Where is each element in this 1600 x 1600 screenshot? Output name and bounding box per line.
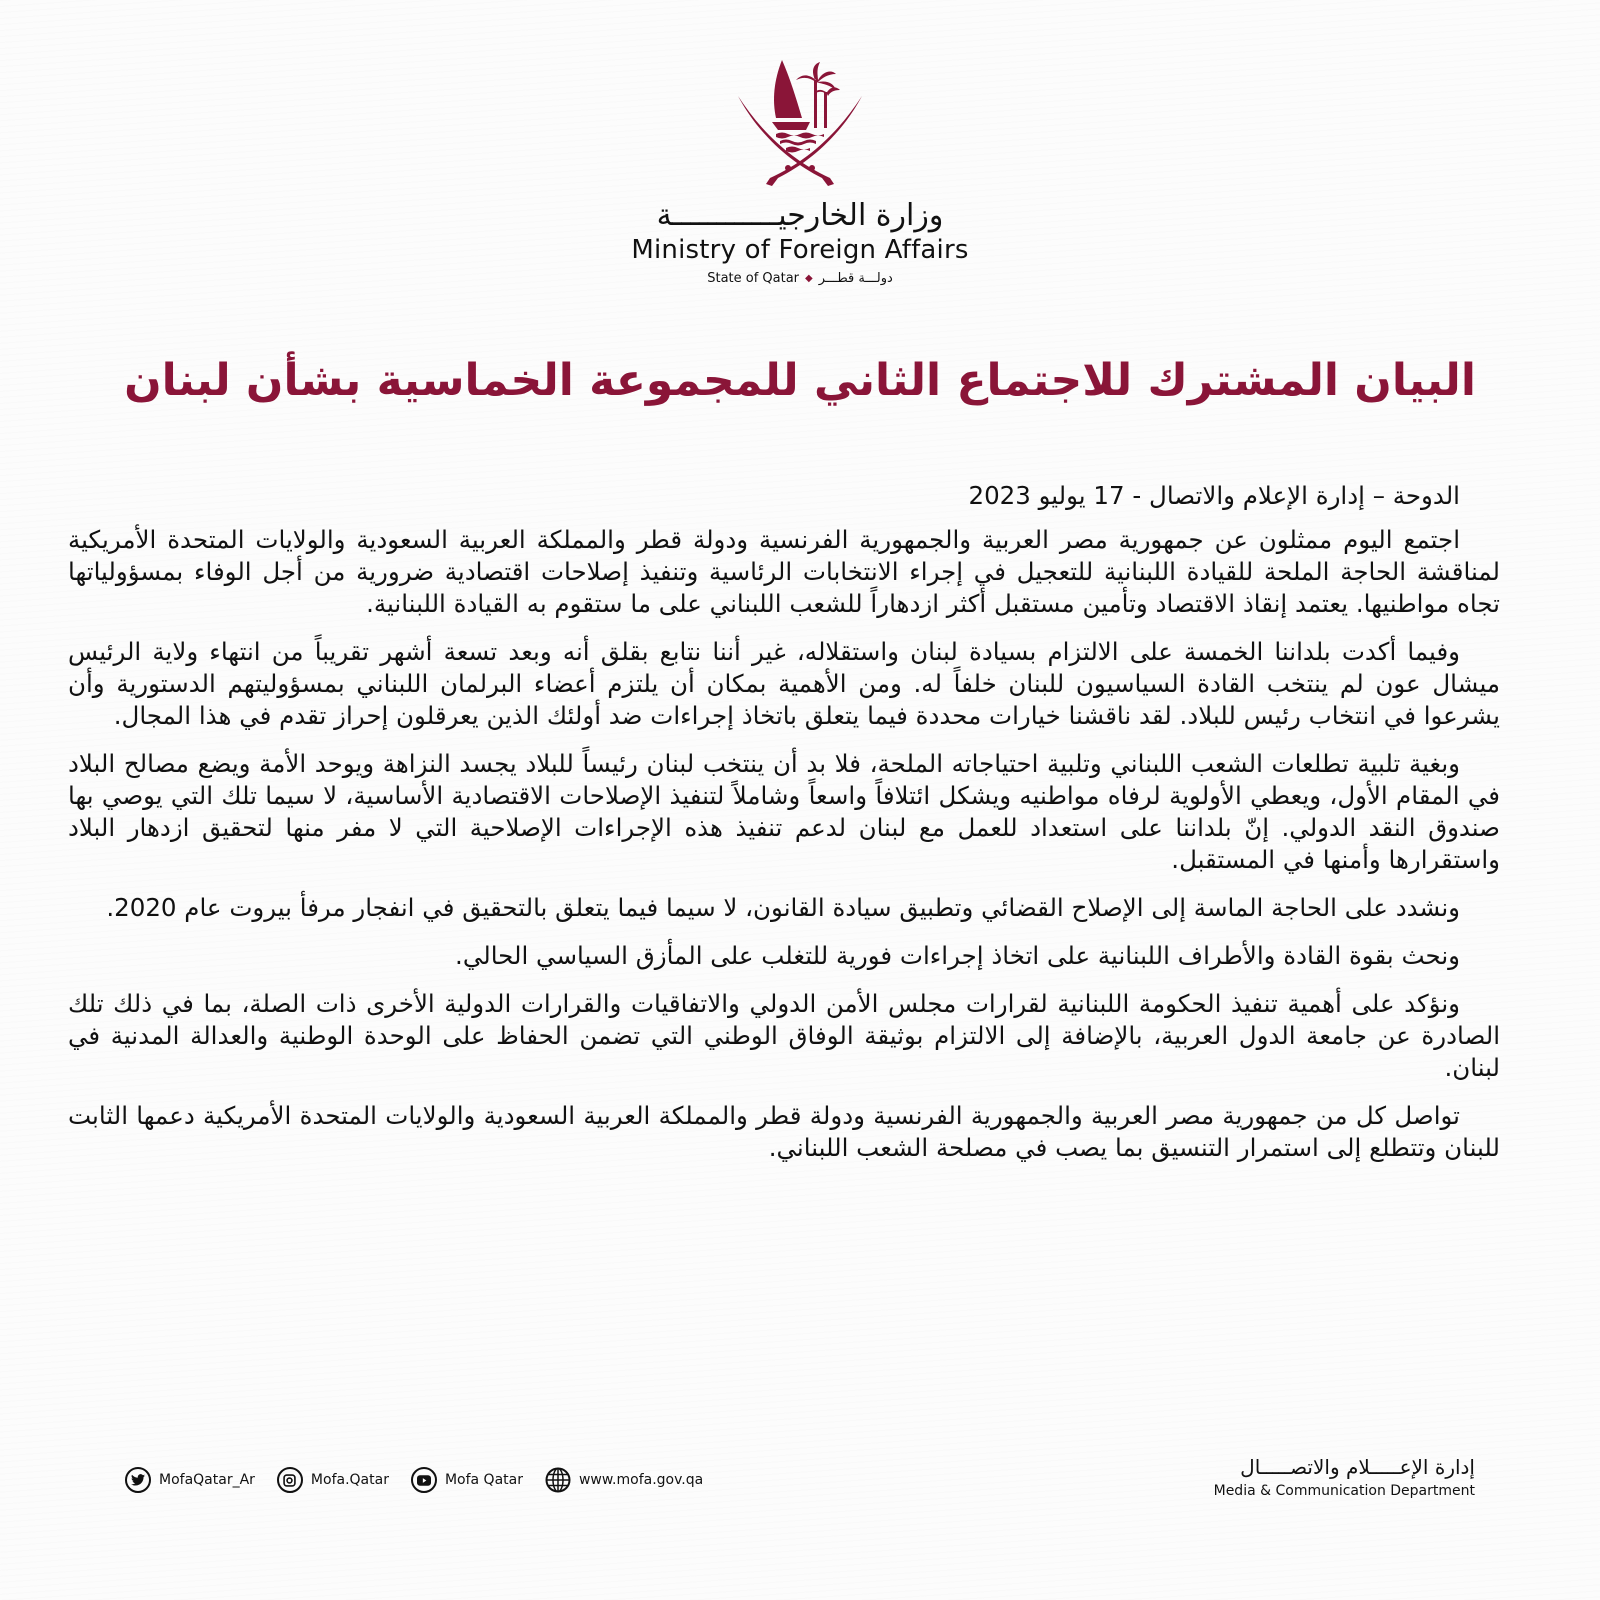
state-line xyxy=(707,271,893,286)
twitter-icon xyxy=(125,1467,151,1493)
diamond-separator-icon: ◆ xyxy=(805,273,813,284)
social-label: MofaQatar_Ar xyxy=(159,1472,255,1488)
social-youtube[interactable] xyxy=(411,1467,523,1493)
paragraph: وبغية تلبية تطلعات الشعب اللبناني وتلبية احتياجاته الملحة، فلا بد أن ينتخب لبنان رئيساً للبلاد يجسد النزاهة ويوحد الأمة ويضع مصالح البلاد في المقام الأول، ويعطي الأولوية لرفاه مواطنيه ويشكل ائتلافاً واسعاً وشاملاً لتنفيذ الإصلاحات الاقتصادية الأساسية، لا سيما تلك التي يوصي بها صندوق النقد الدولي. إنّ بلداننا على استعداد للعمل مع لبنان لدعم تنفيذ هذه الإجراءات الإصلاحية التي لا مفر منها لتحقيق ازدهار البلاد واستقرارها وأمنها في المستقبل. xyxy=(68,749,1500,874)
footer xyxy=(0,1455,1600,1525)
youtube-icon xyxy=(411,1467,437,1493)
social-label: Mofa.Qatar xyxy=(310,1472,389,1488)
paragraph: ونشدد على الحاجة الماسة إلى الإصلاح القضائي وتطبيق سيادة القانون، لا سيما فيما يتعلق بالتحقيق في انفجار مرفأ بيروت عام 2020. xyxy=(106,893,1460,922)
department-english: Media & Communication Department xyxy=(1213,1483,1475,1499)
statement-body xyxy=(68,480,1500,1180)
instagram-icon xyxy=(277,1467,303,1493)
globe-icon xyxy=(545,1467,571,1493)
statement-title: البيان المشترك للاجتماع الثاني للمجموعة الخماسية بشأن لبنان xyxy=(124,355,1476,406)
social-instagram[interactable] xyxy=(277,1467,389,1493)
social-links xyxy=(125,1467,703,1493)
state-arabic: دولـــة قطـــر xyxy=(818,271,893,286)
paragraph: تواصل كل من جمهورية مصر العربية والجمهورية الفرنسية ودولة قطر والمملكة العربية السعودية والولايات المتحدة الأمريكية دعمها الثابت للبنان وتتطلع إلى استمرار التنسيق بما يصب في مصلحة الشعب اللبناني. xyxy=(68,1101,1500,1162)
ministry-logo xyxy=(0,50,1600,286)
social-website[interactable] xyxy=(545,1467,703,1493)
paragraph: اجتمع اليوم ممثلون عن جمهورية مصر العربية والجمهورية الفرنسية ودولة قطر والمملكة العربية السعودية والولايات المتحدة الأمريكية لمناقشة الحاجة الملحة للقيادة اللبنانية للتعجيل في إجراء الانتخابات الرئاسية وتنفيذ إصلاحات اقتصادية ضرورية من أجل الوفاء بمسؤولياتها تجاه مواطنيها. يعتمد إنقاذ الاقتصاد وتأمين مستقبل أكثر ازدهاراً للشعب اللبناني على ما ستقوم به القيادة اللبنانية. xyxy=(68,525,1500,618)
website-link: www.mofa.gov.qa xyxy=(578,1472,704,1488)
paragraph: وفيما أكدت بلداننا الخمسة على الالتزام بسيادة لبنان واستقلاله، غير أننا نتابع بقلق أنه وبعد تسعة أشهر تقريباً من انتهاء ولاية الرئيس ميشال عون لم ينتخب القادة السياسيون للبنان خلفاً له. ومن الأهمية بمكان أن يلتزم أعضاء البرلمان اللبناني بمسؤوليتهم الدستورية وأن يشرعوا في انتخاب رئيس للبلاد. لقد ناقشنا خيارات محددة فيما يتعلق باتخاذ إجراءات ضد أولئك الذين يعرقلون إحراز تقدم في هذا المجال. xyxy=(68,637,1500,730)
social-twitter[interactable] xyxy=(125,1467,255,1493)
ministry-name-arabic: وزارة الخارجيــــــــــــة xyxy=(656,198,944,233)
ministry-name-english: Ministry of Foreign Affairs xyxy=(631,235,969,265)
paragraph: ونحث بقوة القادة والأطراف اللبنانية على اتخاذ إجراءات فورية للتغلب على المأزق السياسي الحالي. xyxy=(455,941,1460,970)
social-label: Mofa Qatar xyxy=(444,1472,523,1488)
qatar-emblem-icon xyxy=(730,50,870,190)
dateline: الدوحة – إدارة الإعلام والاتصال - 17 يوليو 2023 xyxy=(968,481,1460,510)
state-english: State of Qatar xyxy=(707,271,800,286)
department-arabic: إدارة الإعـــــلام والاتصـــــال xyxy=(1240,1455,1475,1479)
paragraph: ونؤكد على أهمية تنفيذ الحكومة اللبنانية لقرارات مجلس الأمن الدولي والاتفاقيات والقرارات الدولية الأخرى ذات الصلة، بما في ذلك تلك الصادرة عن جامعة الدول العربية، بالإضافة إلى الالتزام بوثيقة الوفاق الوطني التي تضمن الحفاظ على الوحدة الوطنية والعدالة المدنية في لبنان. xyxy=(68,989,1500,1082)
department-signature xyxy=(1214,1455,1475,1499)
